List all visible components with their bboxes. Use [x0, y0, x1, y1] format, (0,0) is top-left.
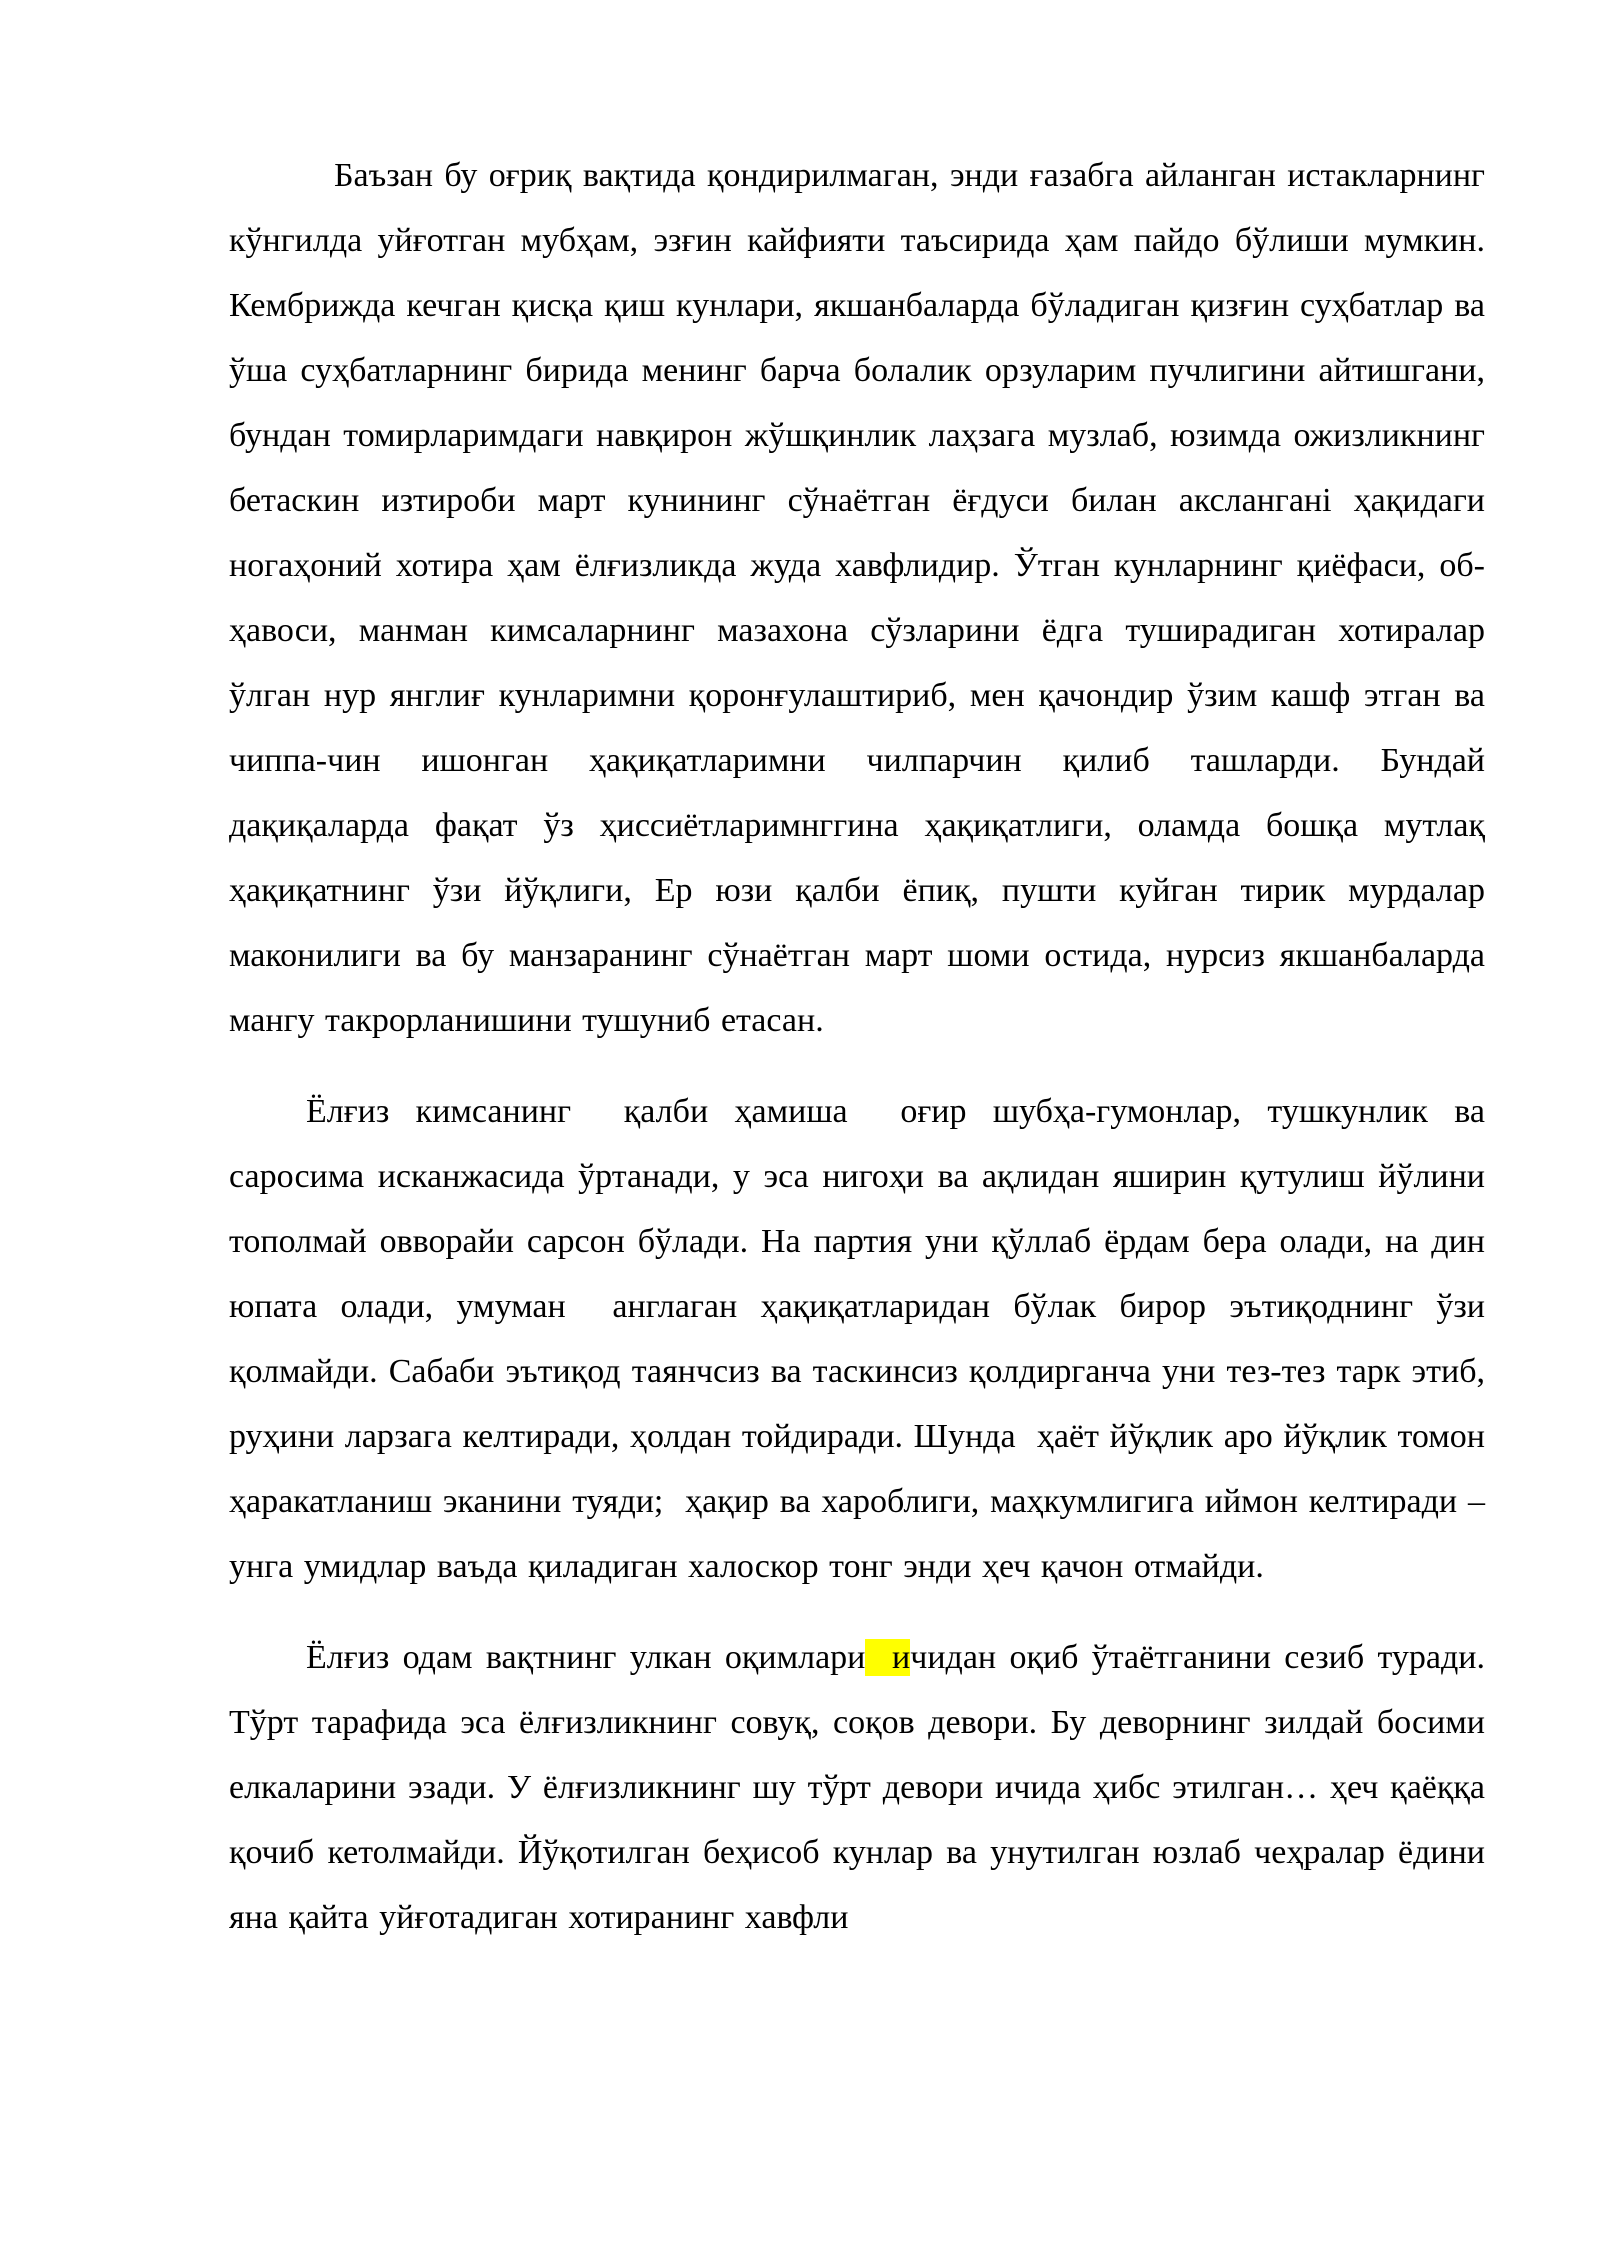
paragraph-3-text-after: чидан оқиб ўтаётганини сезиб туради. Тўрт тарафида эса ёлғизликнинг совуқ, соқов девори. Бу деворнинг зилдай босими елкаларини эзади. У ёлғизликнинг шу тўрт девори ичида ҳибс этилган… ҳеч қаёққа қочиб кетолмайди. Йўқотилган беҳисоб кунлар ва унутилган юзлаб чеҳралар ёдини яна қайта уйғотадиган хотиранинг хавфли [229, 1639, 1506, 1936]
text-column [229, 143, 1506, 1950]
paragraph-3-text-before: Ёлғиз одам вақтнинг улкан оқимлари [306, 1639, 866, 1676]
paragraph-1: Баъзан бу оғриқ вақтида қондирилмаган, энди ғазабга айланган истакларнинг кўнгилда уйғотган мубҳам, эзғин кайфияти таъсирида ҳам пайдо бўлиши мумкин. Кембрижда кечган қисқа қиш кунлари, якшанбаларда бўладиган қизғин суҳбатлар ва ўша суҳбатларнинг бирида менинг барча болалик орзуларим пучлигини айтишгани, бундан томирларимдаги навқирон жўшқинлик лаҳзага музлаб, юзимда ожизликнинг бетаскин изтироби март кунининг сўнаётган ёғдуси билан аксланганi ҳақидаги ногаҳоний хотира ҳам ёлғизликда жуда хавфлидир. Ўтган кунларнинг қиёфаси, об-ҳавоси, манман кимсаларнинг мазахона сўзларини ёдга туширадиган хотиралар ўлган нур янглиғ кунларимни қоронғулаштириб, мен қачондир ўзим кашф этган ва чиппа-чин ишонган ҳақиқатларимни чилпарчин қилиб ташларди. Бундай дақиқаларда фақат ўз ҳиссиётларимнггина ҳақиқатлиги, оламда бошқа мутлақ ҳақиқатнинг ўзи йўқлиги, Ер юзи қалби ёпиқ, пушти куйган тирик мурдалар маконилиги ва бу манзаранинг сўнаётган март шоми остида, нурсиз якшанбаларда мангу такрорланишини тушуниб етасан. [229, 157, 1496, 1039]
paragraph-3 [229, 1625, 1506, 1950]
highlighted-text: и [865, 1639, 911, 1676]
paragraph-2: Ёлғиз кимсанинг қалби ҳамиша оғир шубҳа-гумонлар, тушкунлик ва саросима исканжасида ўртанади, у эса нигоҳи ва ақлидан яширин қутулиш йўлини тополмай овворайи сарсон бўлади. На партия уни қўллаб ёрдам бера олади, на дин юпата олади, умуман англаган ҳақиқатларидан бўлак бирор эътиқоднинг ўзи қолмайди. Сабаби эътиқод таянчсиз ва таскинсиз қолдирганча уни тез-тез тарк этиб, руҳини ларзага келтиради, ҳолдан тойдиради. Шунда ҳаёт йўқлик аро йўқлик томон ҳаракатланиш эканини туяди; ҳақир ва хароблиги, маҳкумлигига иймон келтиради – унга умидлар ваъда қиладиган халоскор тонг энди ҳеч қачон отмайди. [229, 1093, 1496, 1585]
